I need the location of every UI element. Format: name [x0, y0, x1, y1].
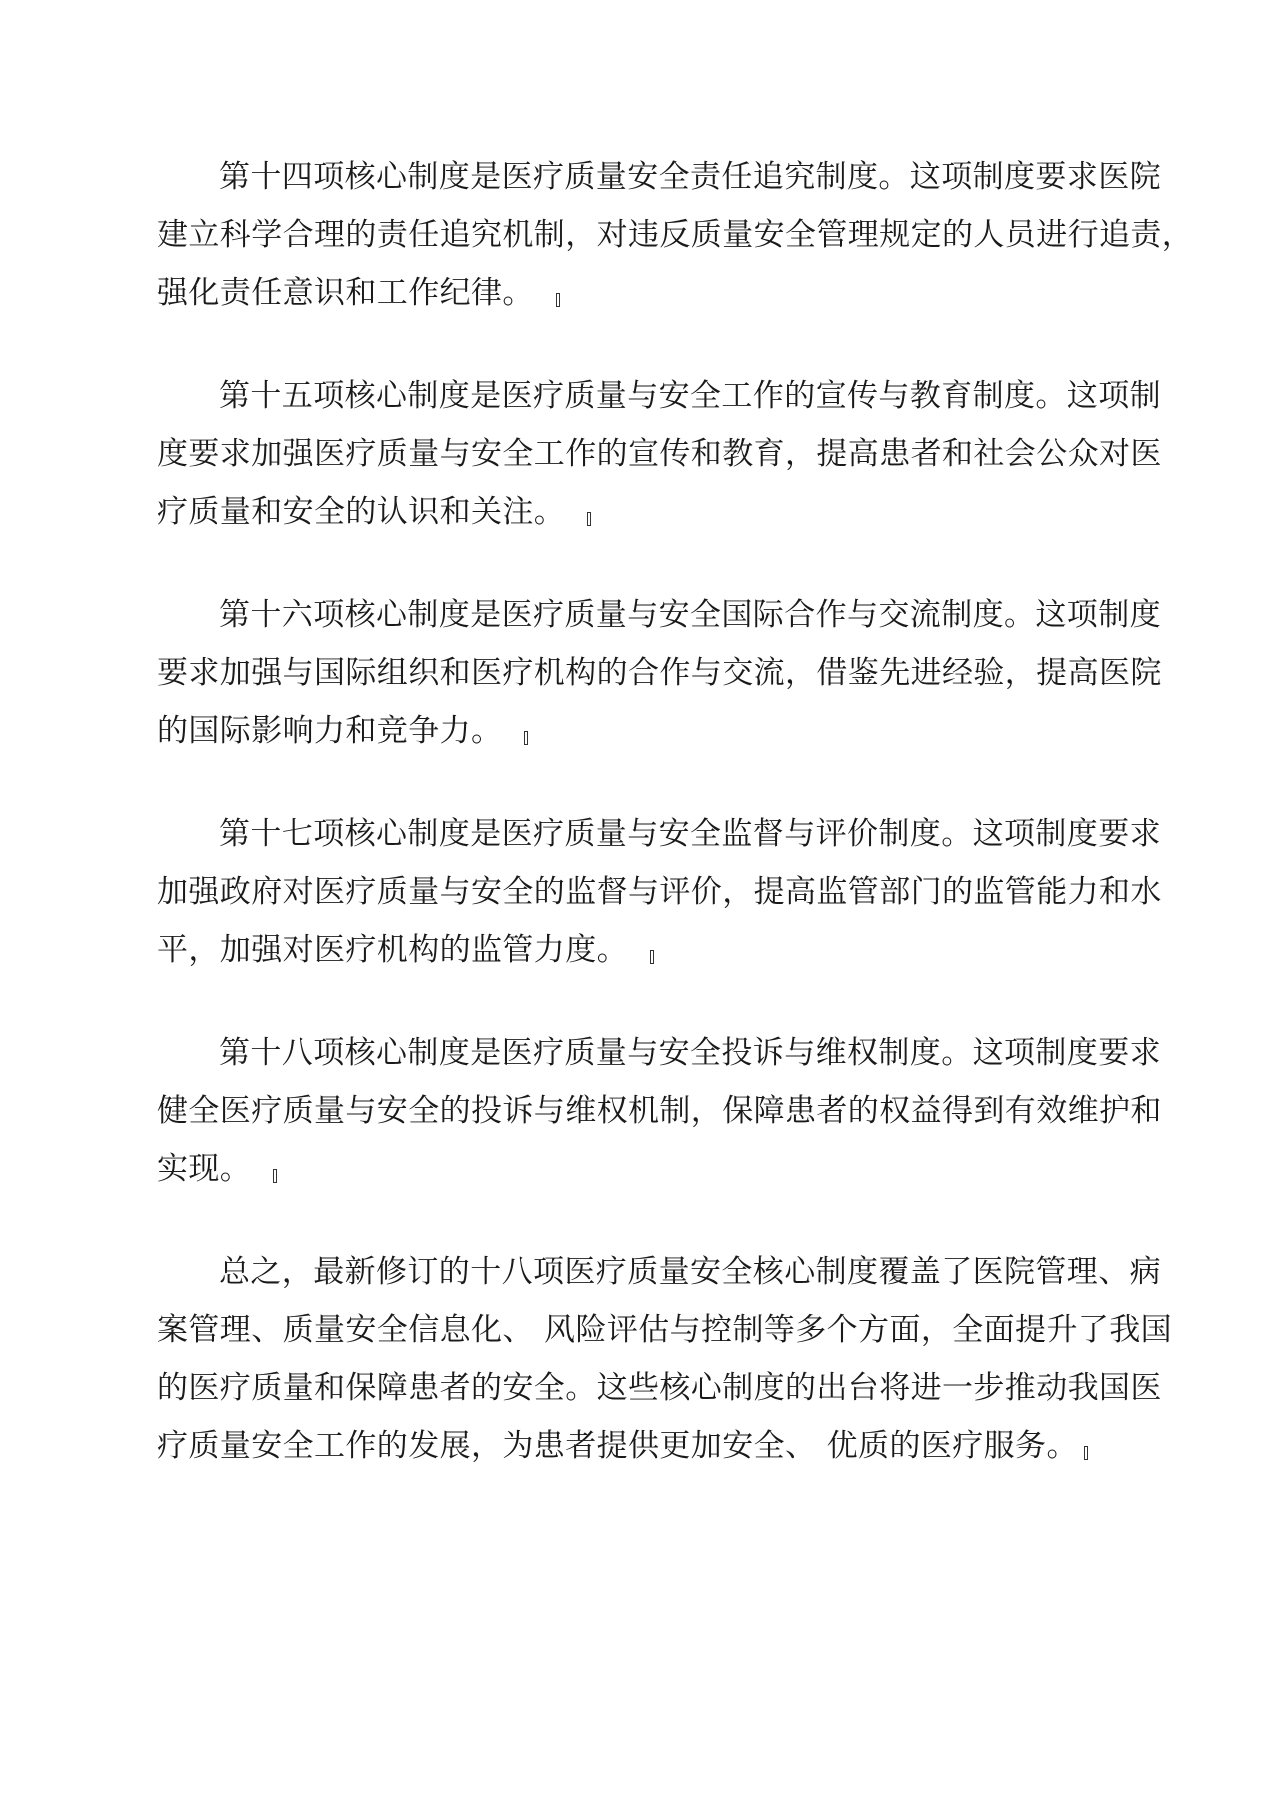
paragraph-line: 案管理、质量安全信息化、 风险评估与控制等多个方面，全面提升了我国 — [157, 1312, 1173, 1348]
paragraph-line: 的医疗质量和保障患者的安全。这些核心制度的出台将进一步推动我国医 — [157, 1370, 1162, 1406]
paragraph-summary — [157, 1243, 1173, 1475]
paragraph-end-mark-icon — [587, 512, 591, 526]
paragraph-17 — [157, 805, 1162, 979]
paragraph-14 — [157, 148, 1194, 322]
paragraph-line-last — [157, 1140, 1147, 1198]
paragraph-line: 第十六项核心制度是医疗质量与安全国际合作与交流制度。这项制度 — [219, 597, 1161, 633]
paragraph-line-text: 强化责任意识和工作纪律。 — [157, 275, 534, 311]
paragraph-line-text: 实现。 — [157, 1151, 252, 1187]
paragraph-18 — [157, 1024, 1162, 1198]
paragraph-line-last — [157, 702, 1147, 760]
document-body — [157, 148, 1194, 1520]
paragraph-end-mark-icon — [556, 293, 560, 307]
paragraph-line-last — [157, 1417, 1147, 1475]
paragraph-line: 第十四项核心制度是医疗质量安全责任追究制度。这项制度要求医院 — [219, 159, 1161, 195]
paragraph-line-last — [157, 264, 1147, 322]
paragraph-end-mark-icon — [273, 1169, 277, 1183]
paragraph-line: 总之，最新修订的十八项医疗质量安全核心制度覆盖了医院管理、病 — [219, 1254, 1161, 1290]
paragraph-16 — [157, 586, 1162, 760]
paragraph-end-mark-icon — [650, 950, 654, 964]
paragraph-line-text: 平，加强对医疗机构的监管力度。 — [157, 932, 628, 968]
paragraph-15 — [157, 367, 1162, 541]
paragraph-line-text: 疗质量安全工作的发展，为患者提供更加安全、 优质的医疗服务。 — [157, 1428, 1078, 1464]
paragraph-end-mark-icon — [524, 731, 528, 745]
paragraph-line: 加强政府对医疗质量与安全的监督与评价，提高监管部门的监管能力和水 — [157, 874, 1162, 910]
paragraph-line: 第十五项核心制度是医疗质量与安全工作的宣传与教育制度。这项制 — [219, 378, 1161, 414]
paragraph-line: 要求加强与国际组织和医疗机构的合作与交流，借鉴先进经验，提高医院 — [157, 655, 1162, 691]
paragraph-end-mark-icon — [1084, 1446, 1088, 1460]
paragraph-line: 第十八项核心制度是医疗质量与安全投诉与维权制度。这项制度要求 — [219, 1035, 1161, 1071]
paragraph-line: 建立科学合理的责任追究机制，对违反质量安全管理规定的人员进行追责， — [157, 217, 1194, 253]
paragraph-line-last — [157, 921, 1147, 979]
paragraph-line: 第十七项核心制度是医疗质量与安全监督与评价制度。这项制度要求 — [219, 816, 1161, 852]
paragraph-line-text: 的国际影响力和竞争力。 — [157, 713, 503, 749]
paragraph-line: 健全医疗质量与安全的投诉与维权机制，保障患者的权益得到有效维护和 — [157, 1093, 1162, 1129]
paragraph-line: 度要求加强医疗质量与安全工作的宣传和教育，提高患者和社会公众对医 — [157, 436, 1162, 472]
paragraph-line-last — [157, 483, 1147, 541]
paragraph-line-text: 疗质量和安全的认识和关注。 — [157, 494, 566, 530]
